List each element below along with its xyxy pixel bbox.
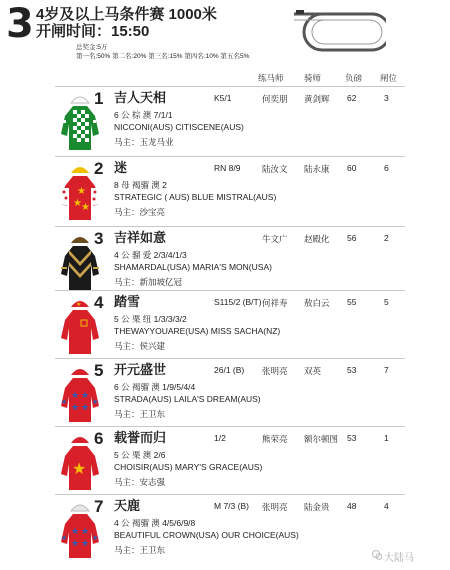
- horse-name: 踏雪: [114, 294, 141, 309]
- race-number: 3: [6, 1, 34, 47]
- runner-row[interactable]: [0, 228, 450, 294]
- jockey-name: 敖白云: [304, 298, 330, 308]
- runner-number: 5: [94, 361, 104, 380]
- runner-number: 3: [94, 229, 104, 248]
- runner-row[interactable]: [0, 158, 450, 224]
- svg-text:★: ★: [92, 399, 99, 406]
- horse-name: 天鹿: [114, 498, 141, 513]
- divider: [55, 426, 405, 427]
- jockey-name: 赵殿化: [304, 234, 330, 244]
- draw: 2: [384, 233, 389, 243]
- horse-name: 开元盛世: [114, 362, 167, 377]
- runner-number: 7: [94, 497, 104, 516]
- horse-name: 迷: [114, 160, 128, 175]
- trainer-name: 张明亮: [262, 366, 288, 376]
- svg-text:★: ★: [92, 535, 99, 542]
- svg-text:★: ★: [81, 526, 90, 536]
- jockey-name: 黄剑辉: [304, 94, 330, 104]
- horse-rating: M 7/3 (B): [214, 501, 249, 511]
- svg-text:★: ★: [71, 538, 80, 548]
- pedigree: SHAMARDAL(USA) MARIA'S MON(USA): [114, 262, 272, 272]
- divider: [55, 226, 405, 227]
- svg-text:★: ★: [61, 399, 68, 406]
- horse-info: 6 公 棕 澳 7/1/1: [114, 110, 173, 120]
- owner: 马主：侯兴建: [114, 341, 166, 351]
- owner: 马主：王卫东: [114, 409, 166, 419]
- svg-text:★: ★: [81, 538, 90, 548]
- svg-text:★: ★: [81, 402, 90, 412]
- weight: 56: [347, 233, 357, 243]
- horse-name: 载誉而归: [114, 430, 167, 445]
- svg-text:★: ★: [61, 535, 68, 542]
- draw: 4: [384, 501, 389, 511]
- weight: 60: [347, 163, 357, 173]
- horse-info: 5 公 栗 澳 2/6: [114, 450, 166, 460]
- horse-info: 5 公 栗 纽 1/3/3/3/2: [114, 314, 187, 324]
- jockey-name: 陆金贵: [304, 502, 330, 512]
- pedigree: CHOISIR(AUS) MARY'S GRACE(AUS): [114, 462, 263, 472]
- pedigree: STRATEGIC ( AUS) BLUE MISTRAL(AUS): [114, 192, 277, 202]
- trainer-name: 何奕朋: [262, 94, 288, 104]
- trainer-name: 张明亮: [262, 502, 288, 512]
- svg-text:★: ★: [71, 526, 80, 536]
- runner-number: 2: [94, 159, 104, 178]
- runner-row[interactable]: [0, 496, 450, 562]
- horse-rating: RN 8/9: [214, 163, 241, 173]
- draw: 5: [384, 297, 389, 307]
- svg-text:★: ★: [71, 402, 80, 412]
- divider: [55, 290, 405, 291]
- horse-rating: 26/1 (B): [214, 365, 245, 375]
- horse-rating: S115/2 (B/T): [214, 297, 262, 307]
- svg-text:★: ★: [72, 461, 87, 478]
- owner: 马主：王卫东: [114, 545, 166, 555]
- jockey-name: 陆永康: [304, 164, 330, 174]
- trainer-name: 牛文广: [262, 234, 288, 244]
- jockey-name: 双英: [304, 366, 322, 376]
- runner-row[interactable]: [0, 88, 450, 154]
- owner: 马主：安志强: [114, 477, 166, 487]
- owner: 马主：玉龙马业: [114, 137, 174, 147]
- watermark: 大陆马: [384, 553, 414, 564]
- runner-row[interactable]: [0, 360, 450, 426]
- runner-row[interactable]: [0, 292, 450, 358]
- start-time: 开闸时间：15:50: [36, 23, 150, 40]
- prize-total: 总奖金:5万: [76, 44, 108, 51]
- svg-text:★: ★: [77, 186, 86, 197]
- weight: 48: [347, 501, 357, 511]
- weight: 55: [347, 297, 357, 307]
- horse-rating: 1/2: [214, 433, 226, 443]
- horse-info: 4 公 骝 爱 2/3/4/1/3: [114, 250, 187, 260]
- col-jockey: 骑师: [304, 73, 322, 83]
- track-diagram-icon: [286, 4, 386, 56]
- pedigree: BEAUTIFUL CROWN(USA) OUR CHOICE(AUS): [114, 530, 299, 540]
- draw: 7: [384, 365, 389, 375]
- weight: 62: [347, 93, 357, 103]
- runner-number: 4: [94, 293, 104, 312]
- svg-text:★: ★: [73, 198, 82, 209]
- svg-text:★: ★: [81, 202, 90, 213]
- col-draw: 闸位: [380, 73, 398, 83]
- weight: 53: [347, 433, 357, 443]
- draw: 3: [384, 93, 389, 103]
- trainer-name: 熊荣亮: [262, 434, 288, 444]
- svg-text:★: ★: [76, 302, 82, 308]
- pedigree: NICCONI(AUS) CITISCENE(AUS): [114, 122, 244, 132]
- horse-info: 6 公 褐骝 澳 1/9/5/4/4: [114, 382, 196, 392]
- owner: 马主：新加坡亿冠: [114, 277, 183, 287]
- weight: 53: [347, 365, 357, 375]
- divider: [55, 358, 405, 359]
- trainer-name: 陆汝文: [262, 164, 288, 174]
- draw: 6: [384, 163, 389, 173]
- divider: [55, 156, 405, 157]
- horse-info: 8 母 褐骝 澳 2: [114, 180, 167, 190]
- runner-number: 1: [94, 89, 104, 108]
- owner: 马主：沙宝亮: [114, 207, 166, 217]
- trainer-name: 何祥寿: [262, 298, 288, 308]
- horse-info: 4 公 褐骝 澳 4/5/6/9/8: [114, 518, 196, 528]
- svg-text:★: ★: [71, 390, 80, 400]
- pedigree: THEWAYYOUARE(USA) MISS SACHA(NZ): [114, 326, 281, 336]
- wechat-icon: [372, 550, 382, 560]
- svg-text:★: ★: [81, 390, 90, 400]
- divider: [55, 86, 405, 87]
- horse-name: 吉祥如意: [114, 230, 167, 245]
- jockey-name: 额尔顿图: [304, 434, 339, 444]
- col-weight: 负磅: [345, 73, 363, 83]
- horse-rating: K5/1: [214, 93, 232, 103]
- horse-name: 吉人天相: [114, 90, 167, 105]
- col-trainer: 练马师: [258, 73, 284, 83]
- draw: 1: [384, 433, 389, 443]
- race-title: 4岁及以上马条件赛 1000米: [36, 6, 217, 23]
- divider: [55, 494, 405, 495]
- prize-split: 第一名:50% 第二名:20% 第三名:15% 第四名:10% 第五名5%: [76, 53, 250, 60]
- runner-row[interactable]: [0, 428, 450, 494]
- pedigree: STRADA(AUS) LAILA'S DREAM(AUS): [114, 394, 261, 404]
- runner-number: 6: [94, 429, 104, 448]
